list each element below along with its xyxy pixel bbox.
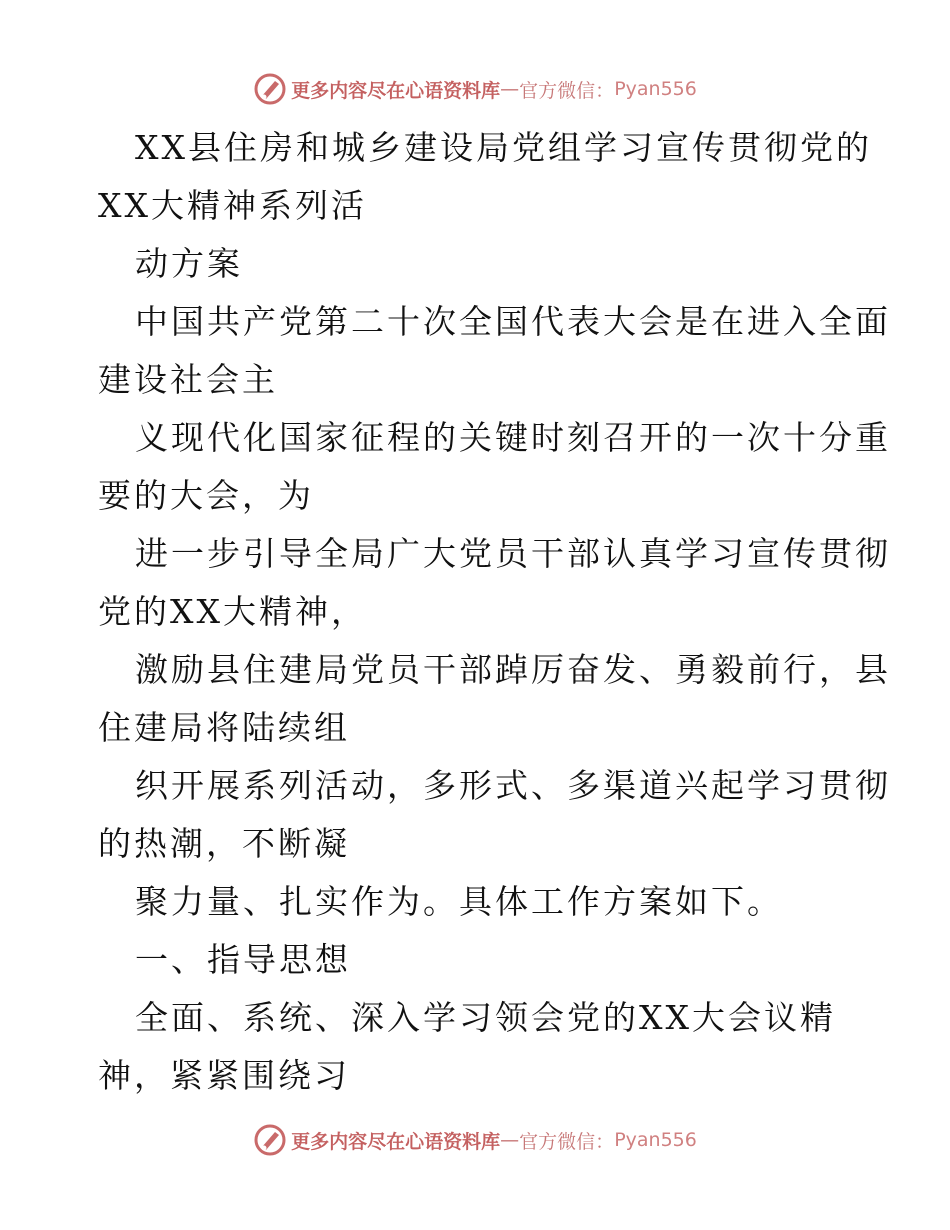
watermark-wechat-id: Pyan556	[614, 78, 697, 100]
doc-line: 神，紧紧围绕习	[98, 1056, 350, 1095]
doc-line: 住建局将陆续组	[98, 708, 350, 747]
doc-line: 聚力量、扎实作为。具体工作方案如下。	[135, 882, 783, 921]
watermark-main-text: 更多内容尽在心语资料库	[291, 1130, 501, 1153]
doc-line: XX县住房和城乡建设局党组学习宣传贯彻党的	[135, 128, 872, 167]
watermark-wechat-id: Pyan556	[614, 1129, 697, 1151]
header-watermark	[0, 69, 950, 109]
doc-line: 动方案	[135, 244, 243, 283]
doc-line: 激励县住建局党员干部踔厉奋发、勇毅前行，县	[135, 650, 891, 689]
doc-line: 建设社会主	[98, 360, 278, 399]
footer-watermark	[0, 1120, 950, 1160]
watermark-dash: —	[500, 1129, 520, 1151]
doc-line: 一、指导思想	[135, 940, 351, 979]
watermark-dash: —	[500, 78, 520, 100]
doc-line: 织开展系列活动，多形式、多渠道兴起学习贯彻	[135, 766, 891, 805]
doc-line: 的热潮，不断凝	[98, 824, 350, 863]
doc-line: 进一步引导全局广大党员干部认真学习宣传贯彻	[135, 534, 891, 573]
doc-line: 义现代化国家征程的关键时刻召开的一次十分重	[135, 418, 891, 457]
pen-seal-logo-icon	[253, 1123, 287, 1157]
watermark-main-text: 更多内容尽在心语资料库	[291, 79, 501, 102]
doc-line: XX大精神系列活	[98, 186, 367, 225]
doc-line: 党的XX大精神，	[98, 592, 367, 631]
doc-line: 全面、系统、深入学习领会党的XX大会议精	[135, 998, 836, 1037]
watermark-sub-text: 官方微信：	[519, 1130, 615, 1153]
watermark-sub-text: 官方微信：	[519, 79, 615, 102]
doc-line: 要的大会，为	[98, 476, 314, 515]
pen-seal-logo-icon	[253, 72, 287, 106]
doc-line: 中国共产党第二十次全国代表大会是在进入全面	[135, 302, 891, 341]
